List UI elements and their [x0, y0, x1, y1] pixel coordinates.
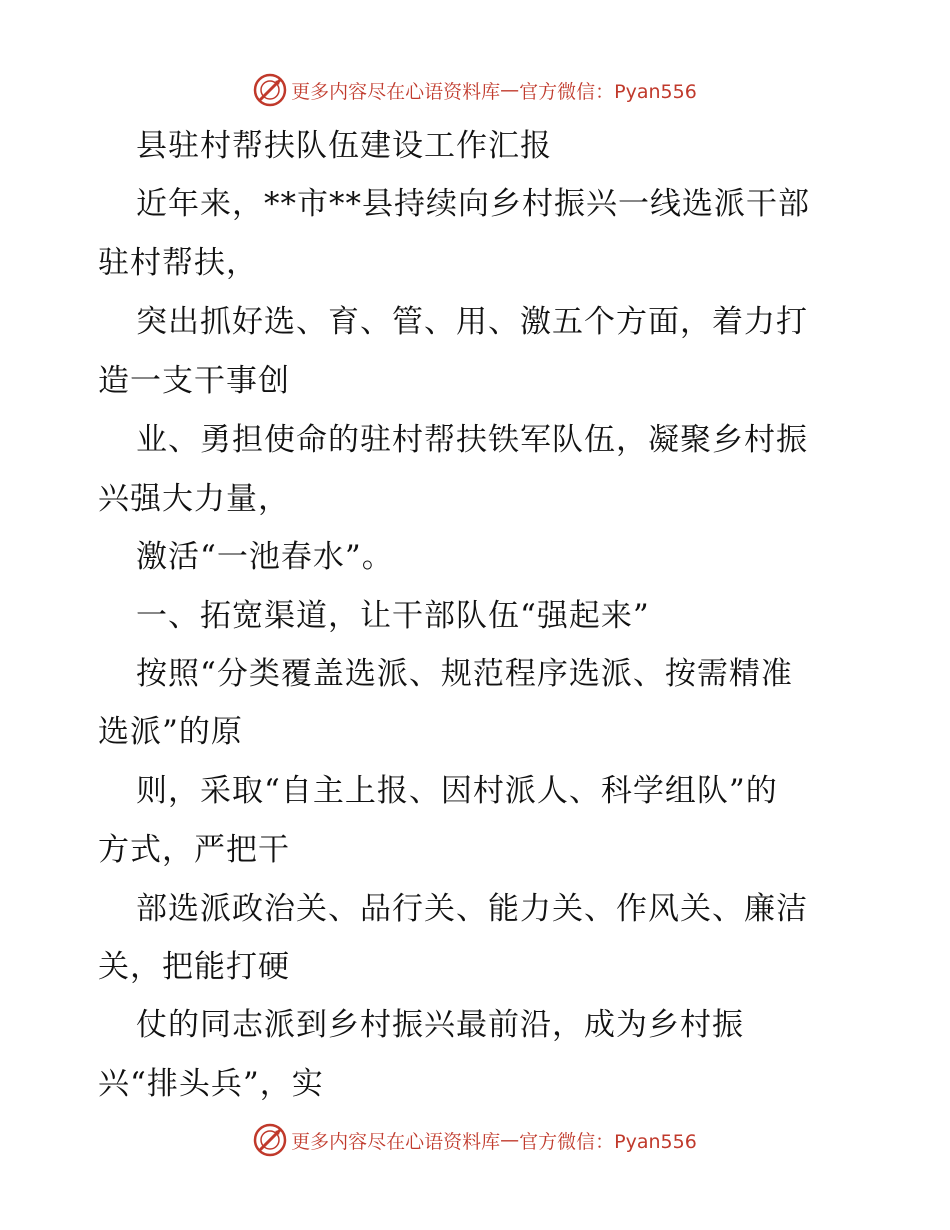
banner-dash: —	[500, 79, 520, 101]
doc-line: 则，采取“自主上报、因村派人、科学组队”的	[136, 773, 778, 809]
doc-line: 驻村帮扶，	[98, 245, 258, 281]
doc-line: 按照“分类覆盖选派、规范程序选派、按需精准	[136, 656, 793, 692]
doc-line: 选派”的原	[98, 714, 243, 750]
banner-text: 更多内容尽在心语资料库	[291, 1130, 501, 1153]
banner-dash: —	[500, 1129, 520, 1151]
banner-text: 更多内容尽在心语资料库	[291, 80, 501, 103]
doc-line: 突出抓好选、育、管、用、激五个方面，着力打	[136, 304, 808, 340]
banner-suffix: 官方微信：Pyan556	[519, 1130, 697, 1153]
doc-line: 激活“一池春水”。	[136, 539, 394, 575]
doc-line: 兴“排头兵”，实	[98, 1066, 324, 1102]
doc-line: 部选派政治关、品行关、能力关、作风关、廉洁	[136, 891, 808, 927]
doc-line: 近年来，**市**县持续向乡村振兴一线选派干部	[136, 186, 810, 222]
section-heading: 一、拓宽渠道，让干部队伍“强起来”	[136, 598, 650, 634]
doc-line: 方式，严把干	[98, 832, 290, 868]
banner-suffix: 官方微信：Pyan556	[519, 80, 697, 103]
doc-title: 县驻村帮扶队伍建设工作汇报	[136, 128, 552, 164]
doc-line: 仗的同志派到乡村振兴最前沿，成为乡村振	[136, 1007, 744, 1043]
doc-line: 造一支干事创	[98, 363, 290, 399]
doc-line: 兴强大力量，	[98, 481, 290, 517]
footer-watermark-banner	[0, 1120, 950, 1160]
doc-line: 关，把能打硬	[98, 949, 290, 985]
logo-icon	[253, 1123, 287, 1157]
doc-line: 业、勇担使命的驻村帮扶铁军队伍，凝聚乡村振	[136, 422, 808, 458]
